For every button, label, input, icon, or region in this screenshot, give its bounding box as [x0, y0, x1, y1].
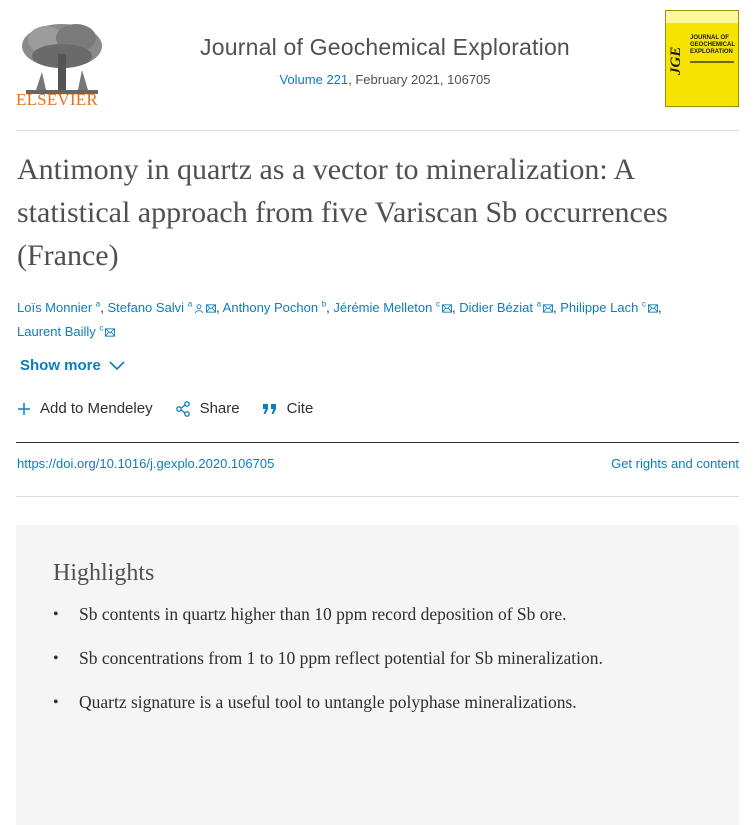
author-link[interactable] [17, 324, 115, 339]
quote-icon [262, 402, 278, 416]
envelope-icon [442, 304, 452, 313]
author-link[interactable] [17, 300, 100, 315]
affiliation-mark: a [536, 299, 542, 309]
volume-link[interactable]: Volume 221 [279, 72, 349, 87]
author-separator: , [452, 300, 460, 315]
author-link[interactable] [459, 300, 553, 315]
author-name: Jérémie Melleton [333, 300, 433, 315]
get-rights-link[interactable]: Get rights and content [611, 456, 739, 471]
author-name: Didier Béziat [459, 300, 533, 315]
journal-header [0, 0, 755, 130]
share-icon [175, 401, 191, 417]
author-separator: , [657, 300, 662, 315]
cover-top-strip [666, 11, 738, 23]
author-separator: , [553, 300, 561, 315]
author-name: Stefano Salvi [107, 300, 185, 315]
highlight-text: Quartz signature is a useful tool to untangle polyphase mineralizations. [79, 692, 577, 712]
plus-icon [17, 402, 31, 416]
envelope-icon [648, 304, 658, 313]
cover-abbrev: JGE [668, 46, 684, 75]
cite-label: Cite [286, 400, 314, 417]
author-link[interactable] [333, 300, 452, 315]
journal-title-link[interactable]: Journal of Geochemical Exploration [200, 34, 570, 60]
highlight-text: Sb concentrations from 1 to 10 ppm reflect potential for Sb mineralization. [79, 648, 603, 668]
list-item [53, 645, 713, 672]
author-name: Philippe Lach [560, 300, 639, 315]
add-to-mendeley-label: Add to Mendeley [40, 400, 153, 417]
affiliation-mark: a [95, 299, 101, 309]
article-title: Antimony in quartz as a vector to mineralization: A statistical approach from five Variscan Sb occurrences (France) [17, 153, 668, 272]
cover-journal-name: JOURNAL OF GEOCHEMICAL EXPLORATION [690, 35, 735, 55]
highlight-text: Sb contents in quartz higher than 10 ppm record deposition of Sb ore. [79, 604, 567, 624]
highlights-section [16, 525, 739, 825]
affiliation-mark: c [436, 299, 441, 309]
bullet-icon: • [53, 694, 59, 711]
show-more-label: Show more [20, 357, 101, 374]
envelope-icon [206, 304, 216, 313]
list-item [53, 689, 713, 716]
cite-button[interactable] [262, 400, 314, 417]
chevron-down-icon [109, 361, 125, 371]
share-button[interactable] [175, 400, 240, 417]
envelope-icon [105, 328, 115, 337]
add-to-mendeley-button[interactable] [17, 400, 153, 417]
author-link[interactable] [223, 300, 326, 315]
article-actions [17, 400, 335, 417]
bullet-icon: • [53, 606, 59, 623]
issue-date-page: , February 2021, 106705 [348, 72, 491, 87]
list-item [53, 601, 713, 628]
cover-divider [690, 61, 734, 63]
doi-link[interactable]: https://doi.org/10.1016/j.gexplo.2020.106705 [17, 456, 275, 471]
author-name: Laurent Bailly [17, 324, 96, 339]
author-list [17, 296, 739, 344]
person-icon [194, 304, 204, 313]
affiliation-mark: b [321, 299, 327, 309]
elsevier-wordmark[interactable]: ELSEVIER [16, 90, 98, 109]
show-more-button[interactable] [20, 357, 125, 374]
affiliation-mark: a [187, 299, 193, 309]
envelope-icon [543, 304, 553, 313]
highlights-title: Highlights [53, 560, 155, 586]
share-label: Share [199, 400, 240, 417]
journal-cover-thumbnail[interactable] [665, 10, 739, 107]
author-separator: , [326, 300, 334, 315]
affiliation-mark: c [641, 299, 646, 309]
highlights-list [53, 601, 713, 733]
author-link[interactable] [107, 300, 216, 315]
author-link[interactable] [560, 300, 658, 315]
bullet-icon: • [53, 650, 59, 667]
doi-divider [16, 496, 739, 497]
author-name: Loïs Monnier [17, 300, 93, 315]
author-name: Anthony Pochon [222, 300, 319, 315]
author-separator: , [100, 300, 108, 315]
journal-issue-info [110, 72, 660, 87]
header-divider [16, 130, 739, 131]
actions-divider [16, 442, 739, 443]
author-separator: , [216, 300, 223, 315]
affiliation-mark: c [99, 323, 104, 333]
